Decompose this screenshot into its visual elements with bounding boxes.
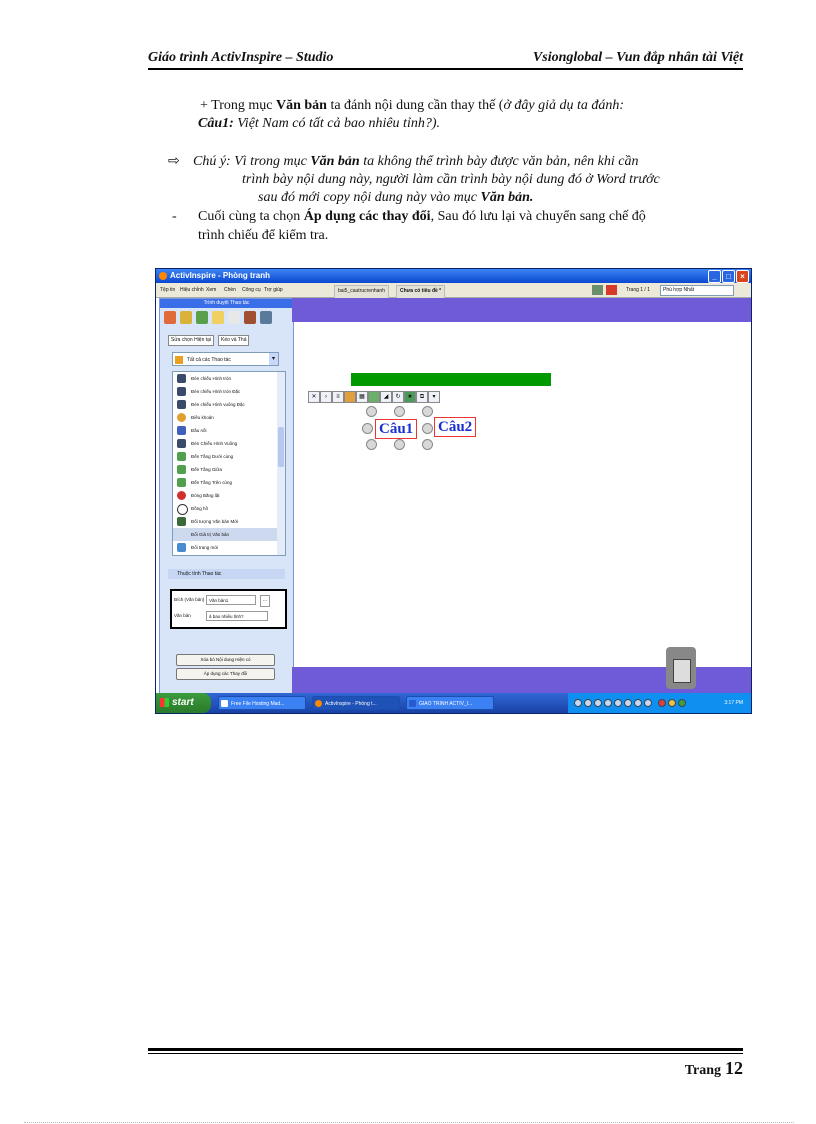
action-label: Đến Tầng Trên cùng	[191, 480, 232, 485]
duplicate-icon[interactable]: ⧉	[416, 391, 428, 403]
list-item[interactable]	[173, 515, 277, 528]
action-list-scrollbar[interactable]	[277, 372, 285, 555]
menu-insert[interactable]: Chèn	[224, 287, 236, 293]
tab-current-selection[interactable]: Sửa chọn Hiện tại	[168, 335, 214, 346]
list-item[interactable]	[173, 476, 277, 489]
page-footer	[685, 1058, 743, 1079]
windows-logo-icon	[160, 698, 169, 707]
rotate-icon[interactable]: ↻	[392, 391, 404, 403]
text-object-icon	[177, 517, 186, 526]
footer-rule-thick	[148, 1048, 743, 1051]
action-filter-value: Tất cả các Thao tác	[187, 357, 231, 363]
list-item[interactable]	[173, 502, 277, 515]
page-indicator: Trang 1 / 1	[626, 287, 650, 293]
menu-tools[interactable]: Công cụ	[242, 287, 261, 293]
menu-icon[interactable]: ▾	[428, 391, 440, 403]
menu-help[interactable]: Trợ giúp	[264, 287, 283, 293]
tab-untitled[interactable]: Chưa có tiêu đề *	[396, 285, 445, 299]
apply-changes-button[interactable]: Áp dụng các Thay đổi	[176, 668, 275, 680]
tray-icon[interactable]	[594, 699, 602, 707]
tray-icon[interactable]	[668, 699, 676, 707]
note-line-3	[258, 189, 738, 207]
footer-rule-thin	[148, 1053, 743, 1054]
action-browser-icon[interactable]	[244, 311, 256, 324]
spotlight-icon	[177, 374, 186, 383]
action-label: Đối tượng Văn bản Mới	[191, 519, 239, 524]
page-header	[148, 48, 743, 70]
paragraph-1-line-2	[198, 115, 743, 133]
tab-bai5[interactable]: bai5_cautrucrenhanh	[334, 285, 389, 299]
window-icon	[221, 700, 228, 707]
resize-handle[interactable]	[394, 439, 405, 450]
prop-target-field[interactable]: Văn bản1	[206, 595, 256, 605]
p1-italic-d: ở đây giả dụ ta đánh:	[503, 98, 625, 113]
close-icon[interactable]: ✕	[308, 391, 320, 403]
bullet-dash: -	[172, 209, 177, 224]
resize-handle[interactable]	[362, 423, 373, 434]
p1-text-f: Việt Nam có tất cả bao nhiêu tỉnh?).	[233, 116, 441, 131]
maximize-icon[interactable]: □	[722, 270, 735, 283]
action-label: Đèn chiếu Hình vuông Đặc	[191, 402, 245, 407]
scroll-thumb[interactable]	[278, 427, 284, 467]
list-item[interactable]	[173, 385, 277, 398]
activinspire-icon	[315, 700, 322, 707]
clear-content-button[interactable]: Xóa bỏ Nội dung Hiện có	[176, 654, 275, 666]
tray-icon[interactable]	[574, 699, 582, 707]
p2-bold-apply: Áp dụng các thay đổi	[303, 209, 431, 224]
tray-icon[interactable]	[604, 699, 612, 707]
filter-icon	[175, 356, 183, 364]
menu-file[interactable]: Tệp tin	[160, 287, 176, 293]
page-number: 12	[725, 1058, 743, 1078]
taskbar-item-label: Free File Hosting Mad...	[231, 701, 285, 707]
start-label: start	[172, 697, 194, 708]
property-browser-icon[interactable]	[228, 311, 240, 324]
p1-text-a: + Trong mục	[200, 98, 276, 113]
canvas-top-band	[292, 298, 751, 322]
layer-icon	[177, 478, 186, 487]
footer-label: Trang	[684, 1063, 721, 1078]
action-label: Đổi Giá trị Văn bản	[191, 532, 230, 537]
header-left: Giáo trình ActivInspire – Studio	[148, 50, 334, 65]
arrow-icon[interactable]: ›	[320, 391, 332, 403]
grid-icon[interactable]	[592, 285, 603, 295]
menu-edit[interactable]: Hiệu chỉnh	[180, 287, 204, 293]
paragraph-2-line-2: trình chiếu để kiểm tra.	[198, 228, 329, 243]
clock-icon	[177, 504, 188, 515]
action-label: Đóng Băng lật	[191, 493, 220, 498]
layer-icon[interactable]: ≡	[332, 391, 344, 403]
note-line-1	[193, 153, 743, 171]
p1-bold-cau1: Câu1:	[198, 116, 234, 131]
header-right: Vsionglobal – Vun đắp nhân tài Việt	[532, 50, 743, 65]
list-item[interactable]	[173, 450, 277, 463]
prop-target-label: Đích (Văn bản)	[174, 597, 205, 602]
spotlight-icon	[177, 400, 186, 409]
tab-drag-drop[interactable]: Kéo và Thả	[218, 335, 249, 346]
green-bar-object[interactable]	[351, 373, 551, 386]
note-bold-vanban: Văn bản	[310, 154, 360, 169]
page-browser-icon[interactable]	[180, 311, 192, 324]
taskbar-item[interactable]	[406, 696, 494, 710]
tray-icon[interactable]	[658, 699, 666, 707]
action-browser-panel	[159, 298, 294, 695]
resize-handle[interactable]	[394, 406, 405, 417]
list-item[interactable]	[173, 541, 277, 554]
prop-text-label: Văn bản	[174, 613, 191, 618]
note-line-2: trình bày nội dung này, người làm cần trình bày nội dung đó ở Word trước	[242, 172, 660, 187]
taskbar-item-label: ActivInspire - Phòng t...	[325, 701, 377, 707]
page-icon	[177, 543, 186, 552]
word-icon	[409, 700, 416, 707]
list-item-selected[interactable]	[173, 528, 277, 541]
taskbar-item[interactable]	[312, 696, 400, 710]
list-item[interactable]	[173, 411, 277, 424]
action-label: Đồng hồ	[191, 506, 209, 511]
connector-icon	[177, 426, 186, 435]
menu-bar	[156, 283, 751, 298]
p2-text-a: Cuối cùng ta chọn	[198, 209, 304, 224]
action-label: Đèn chiếu Hình tròn Đặc	[191, 389, 241, 394]
action-properties-box	[170, 589, 287, 629]
action-label: Đến Tầng Dưới cùng	[191, 454, 234, 459]
activinspire-screenshot	[155, 268, 752, 714]
browse-button[interactable]: …	[260, 595, 270, 607]
note-text-c: ta không thể trình bày được văn bản, nên khi cần	[359, 154, 639, 169]
p1-bold-vanban: Văn bản	[275, 98, 327, 113]
spotlight-icon	[177, 439, 186, 448]
window-titlebar	[156, 269, 751, 283]
prop-row-target	[174, 594, 282, 606]
close-icon[interactable]: ×	[736, 270, 749, 283]
layer-icon	[177, 465, 186, 474]
prop-row-text	[174, 610, 282, 622]
list-item[interactable]	[173, 398, 277, 411]
resize-handle[interactable]	[422, 406, 433, 417]
text-box-cau2[interactable]: Câu2	[434, 417, 476, 437]
text-box-cau1[interactable]: Câu1	[375, 419, 417, 439]
windows-taskbar	[156, 693, 751, 713]
list-item[interactable]	[173, 463, 277, 476]
list-item[interactable]	[173, 489, 277, 502]
p1-text-c: ta đánh nội dung cần thay thế (	[326, 98, 504, 113]
star-icon[interactable]: ★	[404, 391, 416, 403]
page-icon[interactable]	[606, 285, 617, 295]
app-icon	[159, 272, 167, 280]
chevron-down-icon[interactable]: ▾	[269, 353, 278, 365]
voting-browser-icon[interactable]	[260, 311, 272, 324]
notes-browser-icon[interactable]	[212, 311, 224, 324]
action-filter-select[interactable]	[172, 352, 279, 366]
action-properties-header[interactable]: Thuộc tính Thao tác	[168, 569, 285, 579]
browser-icon-row	[164, 311, 289, 327]
object-browser-icon[interactable]	[196, 311, 208, 324]
paragraph-1-line-1	[200, 97, 745, 115]
menu-view[interactable]: Xem	[206, 287, 217, 293]
paragraph-2-line-1	[198, 208, 743, 226]
tray-icon[interactable]	[624, 699, 632, 707]
tray-clock: 3:17 PM	[724, 700, 743, 706]
minimize-icon[interactable]: _	[708, 270, 721, 283]
zoom-select[interactable]: Phù hợp Nhất	[660, 285, 734, 296]
action-label: Đầu nối	[191, 428, 207, 433]
resize-handle[interactable]	[422, 439, 433, 450]
action-label: Đèn chiếu Hình tròn	[191, 376, 232, 381]
taskbar-item[interactable]	[218, 696, 306, 710]
tray-icon[interactable]	[644, 699, 652, 707]
action-browser-title: Trình duyệt Thao tác	[160, 299, 293, 308]
window-title: ActivInspire - Phòng tranh	[170, 271, 271, 280]
freeze-icon	[177, 491, 186, 500]
tray-icon[interactable]	[634, 699, 642, 707]
resource-icon[interactable]	[164, 311, 176, 324]
note-arrow: ⇨	[168, 154, 180, 169]
start-button[interactable]	[156, 693, 211, 713]
prop-text-field[interactable]: ả bao nhiêu tỉnh?	[206, 611, 268, 621]
action-label: Điều khoản	[191, 415, 214, 420]
list-item[interactable]	[173, 372, 277, 385]
note-text-a: Chú ý: Vì trong mục	[193, 154, 311, 169]
list-item[interactable]	[173, 437, 277, 450]
tray-icon[interactable]	[584, 699, 592, 707]
note-text-e: sau đó mới copy nội dung này vào mục	[258, 190, 481, 205]
action-label: Đèn Chiếu Hình Vuông	[191, 441, 238, 446]
color-icon[interactable]	[344, 391, 356, 403]
move-icon[interactable]	[368, 391, 380, 403]
list-item[interactable]	[173, 424, 277, 437]
layer-icon	[177, 452, 186, 461]
clause-icon	[177, 413, 186, 422]
tray-icon[interactable]	[614, 699, 622, 707]
spotlight-icon	[177, 387, 186, 396]
taskbar-item-label: GIAO TRINH ACTIV_I...	[419, 701, 473, 707]
p2-text-c: , Sau đó lưu lại và chuyển sang chế độ	[430, 209, 646, 224]
resize-handle[interactable]	[422, 423, 433, 434]
action-list	[172, 371, 286, 556]
action-label: Đổi trang mới	[191, 545, 219, 550]
bin-shape	[673, 659, 691, 683]
group-icon[interactable]: ▦	[356, 391, 368, 403]
resize-handle[interactable]	[366, 439, 377, 450]
resize-handle[interactable]	[366, 406, 377, 417]
trash-icon[interactable]	[666, 647, 696, 689]
system-tray	[568, 693, 751, 713]
note-bold-vanban-2: Văn bản.	[480, 190, 534, 205]
tray-icon[interactable]	[678, 699, 686, 707]
resize-icon[interactable]: ◢	[380, 391, 392, 403]
action-label: Đến Tầng Giữa	[191, 467, 222, 472]
